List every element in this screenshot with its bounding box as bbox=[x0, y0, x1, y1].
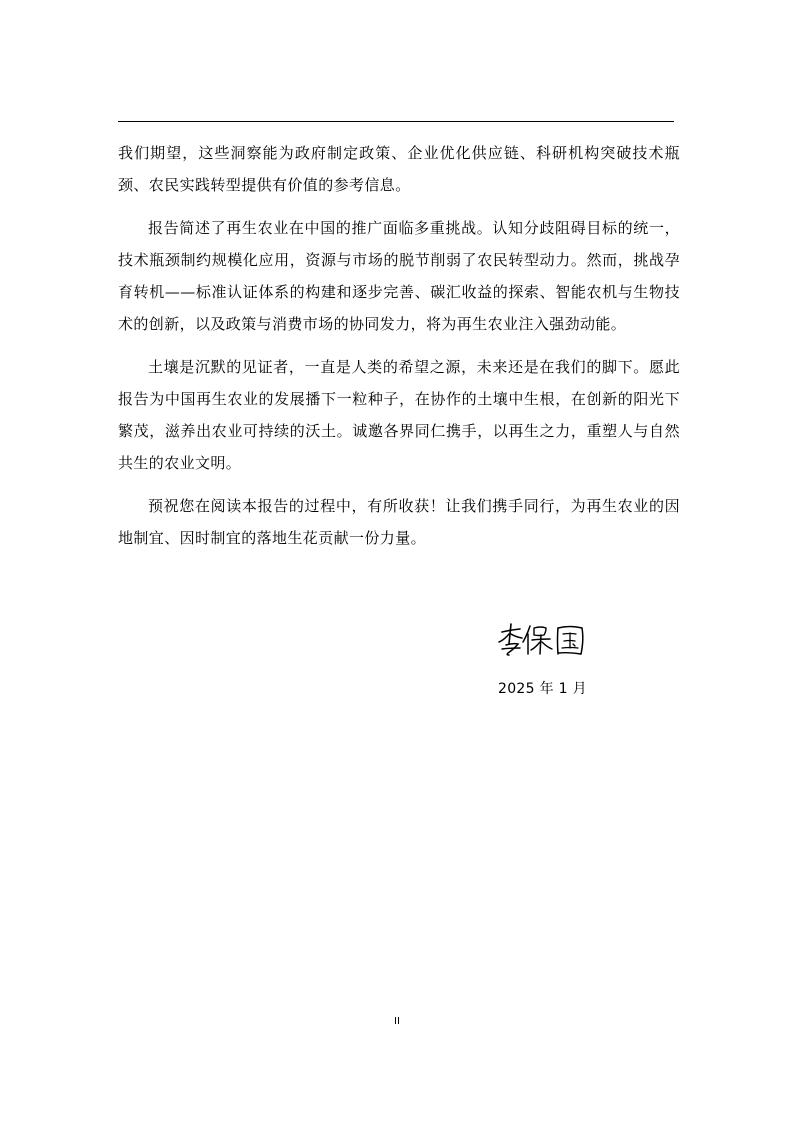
paragraph-wishes: 预祝您在阅读本报告的过程中，有所收获！让我们携手同行，为再生农业的因地制宜、因时制宜的落地生花贡献一份力量。 bbox=[118, 497, 680, 547]
paragraph-soil: 土壤是沉默的见证者，一直是人类的希望之源，未来还是在我们的脚下。愿此报告为中国再生农业的发展播下一粒种子，在协作的土壤中生根，在创新的阳光下繁茂，滋养出农业可持续的沃土。诚邀各界同仁携手，以再生之力，重塑人与自然共生的农业文明。 bbox=[118, 358, 680, 472]
paragraph-expectation: 我们期望，这些洞察能为政府制定政策、企业优化供应链、科研机构突破技术瓶颈、农民实践转型提供有价值的参考信息。 bbox=[118, 144, 680, 194]
signature-date: 2025 年 1 月 bbox=[498, 681, 587, 697]
paragraph-challenges: 报告简述了再生农业在中国的推广面临多重挑战。认知分歧阻碍目标的统一，技术瓶颈制约规模化应用，资源与市场的脱节削弱了农民转型动力。然而，挑战孕育转机——标准认证体系的构建和逐步完善、碳汇收益的探索、智能农机与生物技术的创新，以及政策与消费市场的协同发力，将为再生农业注入强劲动能。 bbox=[118, 219, 680, 333]
handwritten-signature bbox=[496, 620, 588, 660]
page-number: II bbox=[394, 1016, 400, 1027]
body-text bbox=[118, 137, 680, 565]
header-rule bbox=[118, 121, 674, 122]
